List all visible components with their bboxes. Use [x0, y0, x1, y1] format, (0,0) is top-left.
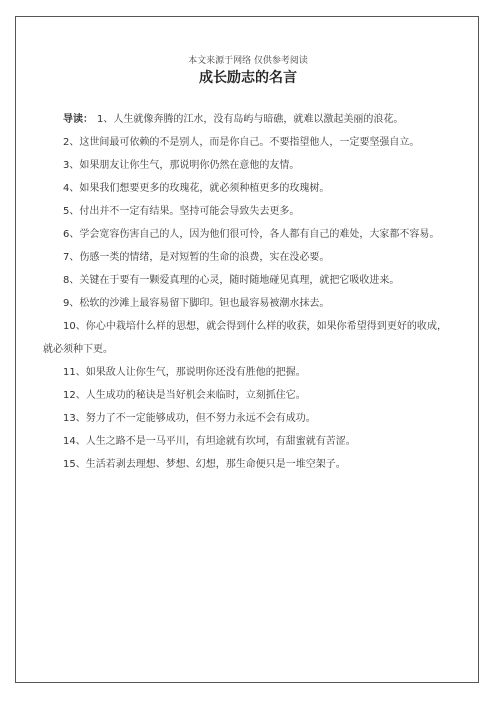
source-note: 本文来源于网络 仅供参考阅读: [188, 56, 308, 66]
quote-item: 9、松软的沙滩上最容易留下脚印。钽也最容易被潮水抹去。: [63, 298, 330, 309]
quote-item: 15、生活若剥去理想、梦想、幻想，那生命便只是一堆空架子。: [63, 459, 346, 470]
quote-list: [43, 108, 447, 476]
quote-item: 6、学会宽容伤害自己的人，因为他们很可怜，各人都有自己的难处，大家都不容易。: [63, 229, 440, 240]
quote-item: 7、伤感一类的情绪，是对短暂的生命的浪费，实在没必要。: [63, 252, 330, 263]
quote-item: 2、这世间最可依赖的不是别人，而是你自己。不要指望他人，一定要坚强自立。: [63, 137, 420, 148]
quote-item: 4、如果我们想要更多的玫瑰花，就必须种植更多的玫瑰树。: [63, 183, 330, 194]
intro-label: 导读：: [63, 114, 93, 125]
quote-item: 14、人生之路不是一马平川，有坦途就有坎坷，有甜蜜就有苦涩。: [63, 436, 356, 447]
quote-item: [43, 108, 447, 131]
quote-item: 8、关键在于要有一颗爱真理的心灵，随时随地碰见真理，就把它吸收进来。: [63, 275, 400, 286]
quote-item: 3、如果朋友让你生气，那说明你仍然在意他的友情。: [63, 160, 300, 171]
quote-item: 5、付出并不一定有结果。坚持可能会导致失去更多。: [63, 206, 300, 217]
quote-item: 12、人生成功的秘诀是当好机会来临时，立刻抓住它。: [63, 390, 306, 401]
page-title: 成长励志的名言: [199, 70, 297, 86]
quote-item: 13、努力了不一定能够成功，但不努力永远不会有成功。: [63, 413, 316, 424]
quote-text: 1、人生就像奔腾的江水，没有岛屿与暗礁，就难以激起美丽的浪花。: [97, 114, 404, 125]
quote-item: 10、你心中栽培什么样的思想，就会得到什么样的收获，如果你希望得到更好的收成，就必须种下更。: [43, 321, 447, 355]
quote-item: 11、如果敌人让你生气，那说明你还没有胜他的把握。: [63, 367, 306, 378]
